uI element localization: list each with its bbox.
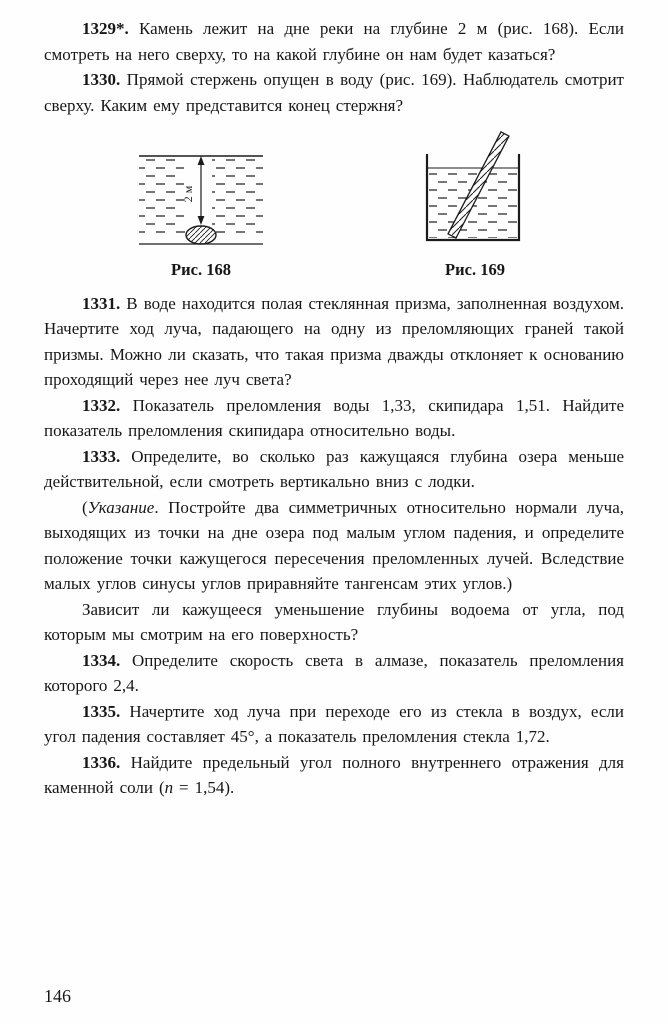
figure-168 xyxy=(135,148,267,283)
figures-row xyxy=(44,130,624,283)
paragraph xyxy=(44,750,624,801)
problem-number: 1331. xyxy=(82,293,121,313)
paragraph xyxy=(44,444,624,495)
paragraph xyxy=(44,16,624,67)
text-run: Показатель преломления воды 1,33, скипидара 1,51. Найдите показатель преломления скипидара относительно воды. xyxy=(44,395,624,441)
problem-number: 1330. xyxy=(82,70,121,89)
text-run: . Постройте два симметричных относительно нормали луча, выходящих из точки на дне озера под малым углом падения, и определите положение точки кажущегося пересечения преломленных лучей. Вследствие малых углов синусы углов приравняйте тангенсам этих углов.) xyxy=(44,497,624,594)
problem-number: 1333. xyxy=(82,446,121,466)
text-run: Прямой стержень опущен в воду (рис. 169). Наблюдатель смотрит сверху. Каким ему представится конец стержня? xyxy=(44,70,624,115)
rod-in-water-diagram xyxy=(417,130,533,250)
paragraph xyxy=(44,597,624,648)
text-block-bottom xyxy=(44,291,624,801)
text-run: Зависит ли кажущееся уменьшение глубины водоема от угла, под которым мы смотрим на его поверхность? xyxy=(44,599,624,645)
paragraph xyxy=(44,648,624,699)
text-run: В воде находится полая стеклянная призма, заполненная воздухом. Начертите ход луча, падающего на одну из преломляющих граней такой призмы. Можно ли сказать, что такая призма дважды отклоняет к основанию проходящий через нее луч света? xyxy=(44,293,624,390)
paragraph xyxy=(44,67,624,118)
emphasis: Указание xyxy=(87,497,155,517)
text-run: Начертите ход луча при переходе его из стекла в воздух, если угол падения составляет 45°, а показатель преломления стекла 1,72. xyxy=(44,701,624,747)
problem-number: 1335. xyxy=(82,701,121,721)
text-run: = 1,54). xyxy=(173,778,235,798)
text-block-top xyxy=(44,16,624,118)
problem-number: 1329*. xyxy=(82,19,129,38)
paragraph xyxy=(44,393,624,444)
stone-depth-diagram xyxy=(135,148,267,250)
page-number: 146 xyxy=(44,986,71,1006)
figure-caption: Рис. 168 xyxy=(171,260,231,279)
problem-number: 1336. xyxy=(82,752,121,772)
paragraph xyxy=(44,699,624,750)
paragraph xyxy=(44,291,624,393)
figure-169 xyxy=(417,130,533,283)
text-run: Определите, во сколько раз кажущаяся глубина озера меньше действительной, если смотреть вертикально вниз с лодки. xyxy=(44,446,624,492)
text-run: Найдите предельный угол полного внутреннего отражения для каменной соли ( xyxy=(44,752,624,798)
text-run: Определите скорость света в алмазе, показатель преломления которого 2,4. xyxy=(44,650,624,696)
text-run: ( xyxy=(82,497,88,517)
figure-caption: Рис. 169 xyxy=(445,260,505,279)
problem-number: 1332. xyxy=(82,395,121,415)
depth-label: 2 м xyxy=(181,185,195,203)
text-run: Камень лежит на дне реки на глубине 2 м (рис. 168). Если смотреть на него сверху, то на какой глубине он нам будет казаться? xyxy=(44,19,624,64)
emphasis: n xyxy=(164,778,174,798)
problem-number: 1334. xyxy=(82,650,121,670)
paragraph xyxy=(44,495,624,597)
